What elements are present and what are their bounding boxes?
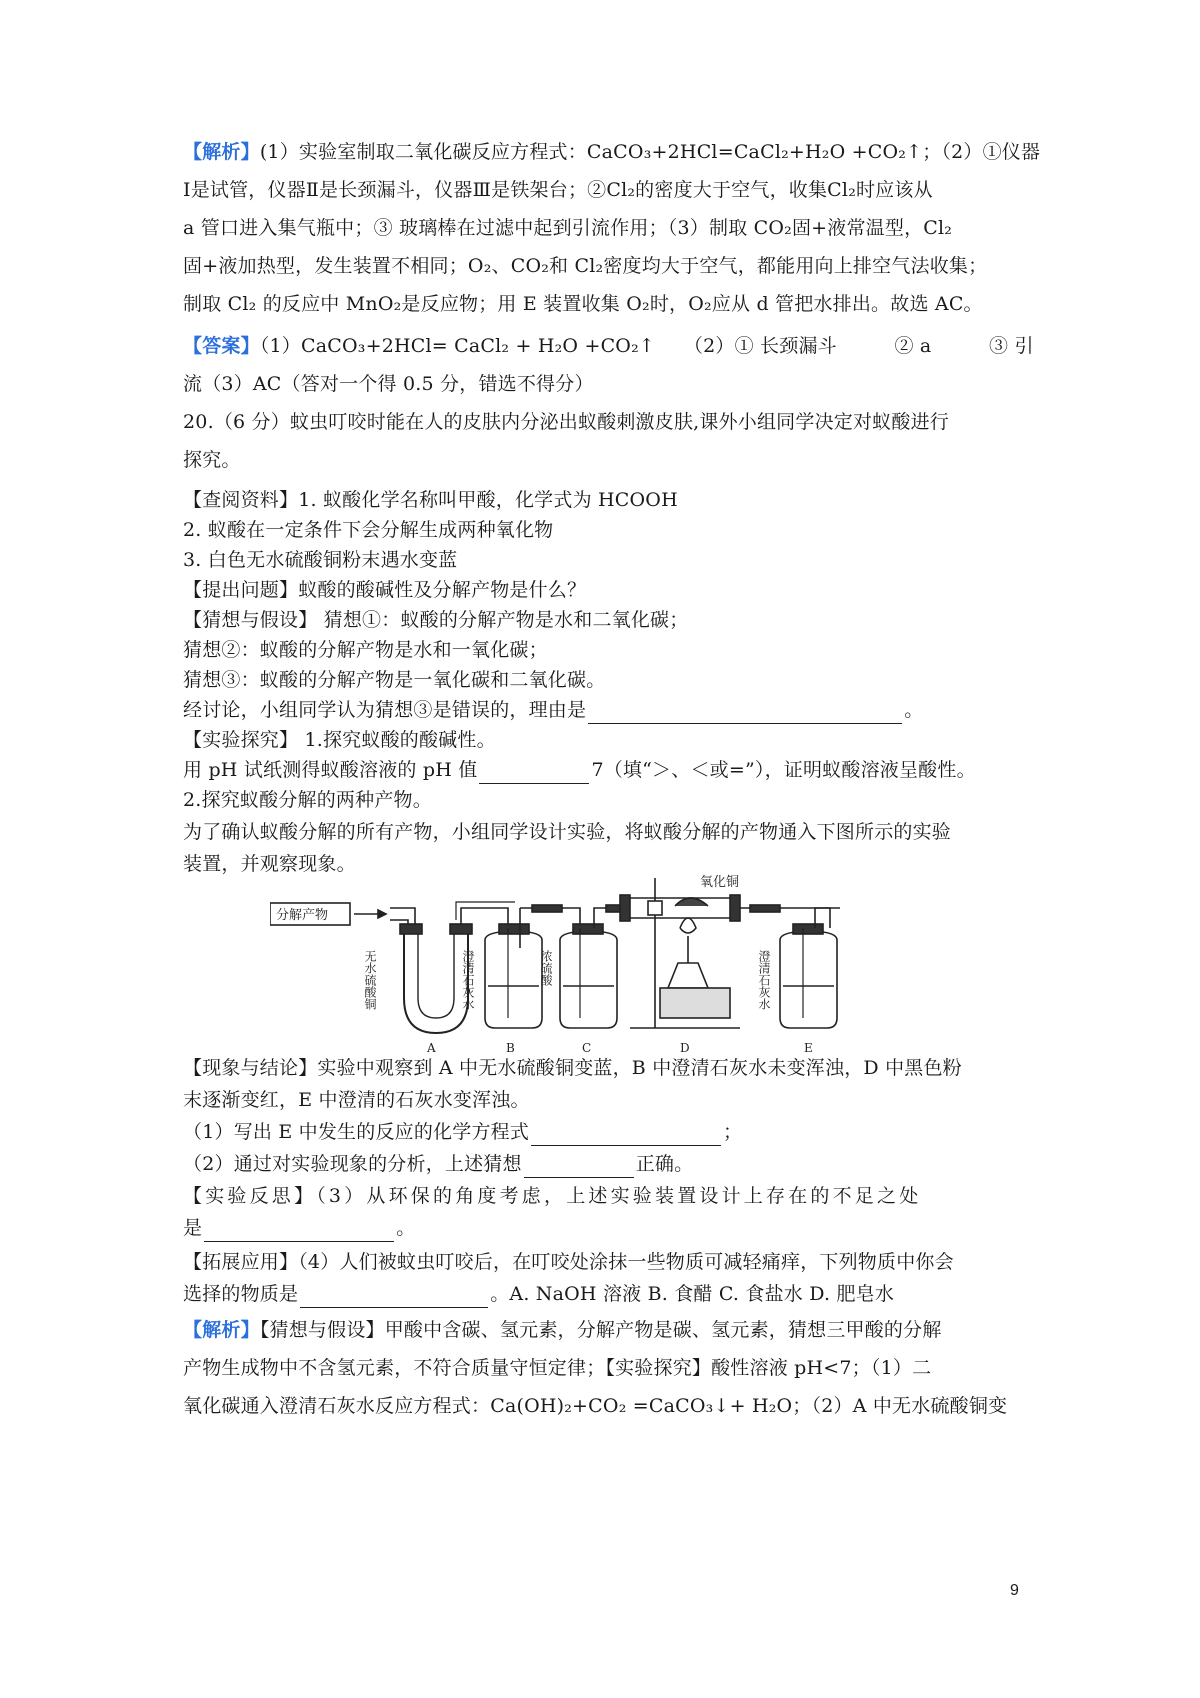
answer-blank[interactable] bbox=[531, 1125, 721, 1146]
u-tube-a-inner bbox=[418, 928, 454, 1018]
text: （1）CaCO₃+2HCl= CaCl₂ + H₂O +CO₂↑ （2）① 长颈漏斗 ② a ③ 引 bbox=[259, 335, 1034, 357]
analysis-tag: 【解析】 bbox=[183, 1319, 260, 1341]
experiment-1-title: 【实验探究】 1.探究蚁酸的酸碱性。 bbox=[183, 729, 496, 751]
label-b: B bbox=[506, 1041, 515, 1055]
reference-info-2: 2. 蚁酸在一定条件下会分解生成两种氧化物 bbox=[183, 519, 554, 541]
text: 。 bbox=[904, 699, 924, 721]
answer-blank[interactable] bbox=[204, 1221, 394, 1242]
analysis-1-line-3: a 管口进入集气瓶中；③ 玻璃棒在过滤中起到引流作用；（3）制取 CO₂固+液常温型，Cl₂ bbox=[183, 217, 953, 239]
label-e: E bbox=[804, 1041, 813, 1055]
alcohol-lamp bbox=[668, 936, 708, 988]
text: 。A. NaOH 溶液 B. 食醋 C. 食盐水 D. 肥皂水 bbox=[490, 1283, 895, 1305]
question-20-line-2: 探究。 bbox=[183, 449, 241, 471]
lamp-block bbox=[660, 988, 730, 1018]
label-d: D bbox=[680, 1041, 690, 1055]
text: 。 bbox=[396, 1217, 416, 1239]
apparatus-diagram bbox=[270, 868, 920, 1058]
answer-line-1 bbox=[183, 332, 1034, 360]
text: （1）写出 E 中发生的反应的化学方程式 bbox=[183, 1121, 530, 1143]
analysis-1-line-5: 制取 Cl₂ 的反应中 MnO₂是反应物；用 E 装置收集 O₂时，O₂应从 d 管把水排出。故选 AC。 bbox=[183, 293, 983, 315]
answer-blank[interactable] bbox=[588, 703, 902, 724]
answer-blank[interactable] bbox=[479, 763, 589, 784]
analysis-tag: 【解析】 bbox=[183, 141, 260, 163]
analysis-2-line-3: 氧化碳通入澄清石灰水反应方程式：Ca(OH)₂+CO₂ =CaCO₃↓+ H₂O；（2）A 中无水硫酸铜变 bbox=[183, 1395, 1008, 1417]
reference-info-3: 3. 白色无水硫酸铜粉末遇水变蓝 bbox=[183, 549, 458, 571]
rubber-tube-de bbox=[750, 905, 780, 912]
reagent-b-label: 澄清石灰水 bbox=[461, 950, 475, 1010]
label-c: C bbox=[582, 1041, 592, 1055]
text: 7（填“＞、＜或=”），证明蚁酸溶液呈酸性。 bbox=[591, 759, 976, 781]
text: 经讨论，小组同学认为猜想③是错误的，理由是 bbox=[183, 699, 587, 721]
question-posed: 【提出问题】蚁酸的酸碱性及分解产物是什么？ bbox=[183, 579, 587, 601]
page-number: 9 bbox=[1010, 1582, 1019, 1599]
experiment-1-ph bbox=[183, 756, 1023, 784]
text: （2）通过对实验现象的分析，上述猜想 bbox=[183, 1153, 522, 1175]
analysis-1-line-2: Ⅰ是试管，仪器Ⅱ是长颈漏斗，仪器Ⅲ是铁架台；②Cl₂的密度大于空气，收集Cl₂时应该从 bbox=[183, 179, 933, 201]
bottle-b-stopper bbox=[499, 924, 529, 934]
hypothesis-2: 猜想②：蚁酸的分解产物是水和一氧化碳； bbox=[183, 639, 548, 661]
reflection-line-2 bbox=[183, 1214, 1023, 1242]
bottle-c-stopper bbox=[573, 924, 603, 934]
reagent-a-label: 无水硫酸铜 bbox=[363, 950, 377, 1010]
hypothesis-discussion bbox=[183, 696, 1023, 724]
text: ； bbox=[723, 1121, 743, 1143]
analysis-1-line-1 bbox=[183, 138, 1041, 166]
text: (1）实验室制取二氧化碳反应方程式：CaCO₃+2HCl=CaCl₂+H₂O +CO₂↑；（2）①仪器 bbox=[259, 141, 1041, 163]
result-line-2: 末逐渐变红，E 中澄清的石灰水变浑浊。 bbox=[183, 1089, 530, 1111]
cuo-powder bbox=[675, 898, 708, 906]
bottle-e bbox=[780, 932, 837, 1028]
text: 正确。 bbox=[635, 1153, 694, 1175]
bottle-e-stopper bbox=[793, 924, 823, 934]
experiment-2-desc-1: 为了确认蚁酸分解的所有产物，小组同学设计实验，将蚁酸分解的产物通入下图所示的实验 bbox=[183, 821, 952, 843]
hypothesis-1: 【猜想与假设】 猜想①：蚁酸的分解产物是水和二氧化碳； bbox=[183, 609, 689, 631]
input-label: 分解产物 bbox=[276, 908, 329, 923]
tube-d-stopper-right bbox=[730, 895, 740, 921]
analysis-2-line-2: 产物生成物中不含氢元素，不符合质量守恒定律；【实验探究】酸性溶液 pH<7；（1）二 bbox=[183, 1357, 932, 1379]
reflection-line-1: 【实验反思】（3）从环保的角度考虑，上述实验装置设计上存在的不足之处 bbox=[183, 1185, 922, 1207]
application-line-2 bbox=[183, 1280, 1023, 1308]
answer-tag: 【答案】 bbox=[183, 335, 260, 357]
reagent-c-label: 浓硫酸 bbox=[539, 950, 553, 986]
text: 用 pH 试纸测得蚁酸溶液的 pH 值 bbox=[183, 759, 478, 781]
tube-d-stopper-left bbox=[620, 895, 630, 921]
label-a: A bbox=[427, 1041, 436, 1055]
answer-blank[interactable] bbox=[300, 1287, 488, 1308]
rubber-tube-bc bbox=[532, 905, 562, 912]
answer-line-2: 流（3）AC（答对一个得 0.5 分，错选不得分） bbox=[183, 373, 594, 395]
stand-clamp bbox=[648, 901, 662, 915]
u-tube-a-stopper-right bbox=[450, 924, 472, 934]
input-arrow-head bbox=[378, 910, 386, 918]
question-20-line-1: 20.（6 分）蚊虫叮咬时能在人的皮肤内分泌出蚁酸刺激皮肤,课外小组同学决定对蚁酸进行 bbox=[183, 411, 949, 433]
application-line-1: 【拓展应用】（4）人们被蚊虫叮咬后，在叮咬处涂抹一些物质可减轻痛痒，下列物质中你会 bbox=[183, 1251, 954, 1273]
bottle-b bbox=[485, 932, 542, 1028]
lamp-flame bbox=[680, 918, 696, 933]
experiment-2-desc-2: 装置，并观察现象。 bbox=[183, 853, 356, 875]
text: 是 bbox=[183, 1217, 203, 1239]
analysis-1-line-4: 固+液加热型，发生装置不相同；O₂、CO₂和 Cl₂密度均大于空气，都能用向上排空气法收集； bbox=[183, 255, 988, 277]
analysis-2-line-1 bbox=[183, 1316, 1023, 1344]
text: 选择的物质是 bbox=[183, 1283, 299, 1305]
u-tube-a-stopper-left bbox=[400, 924, 422, 934]
cuo-label: 氧化铜 bbox=[700, 875, 740, 890]
tube-a-b-top bbox=[456, 902, 515, 920]
text: 【猜想与假设】甲酸中含碳、氢元素，分解产物是碳、氢元素，猜想三甲酸的分解 bbox=[259, 1319, 942, 1341]
result-line-1: 【现象与结论】实验中观察到 A 中无水硫酸铜变蓝，B 中澄清石灰水未变浑浊，D 中黑色粉 bbox=[183, 1057, 962, 1079]
bottle-c bbox=[560, 932, 617, 1028]
result-q1 bbox=[183, 1118, 1023, 1146]
u-tube-a-outer bbox=[404, 928, 468, 1033]
experiment-2-title: 2.探究蚁酸分解的两种产物。 bbox=[183, 789, 432, 811]
hypothesis-3: 猜想③：蚁酸的分解产物是一氧化碳和二氧化碳。 bbox=[183, 669, 606, 691]
reagent-e-label: 澄清石灰水 bbox=[757, 950, 771, 1010]
result-q2 bbox=[183, 1150, 1023, 1178]
reference-info-1: 【查阅资料】1. 蚁酸化学名称叫甲酸，化学式为 HCOOH bbox=[183, 489, 678, 511]
answer-blank[interactable] bbox=[524, 1157, 634, 1178]
